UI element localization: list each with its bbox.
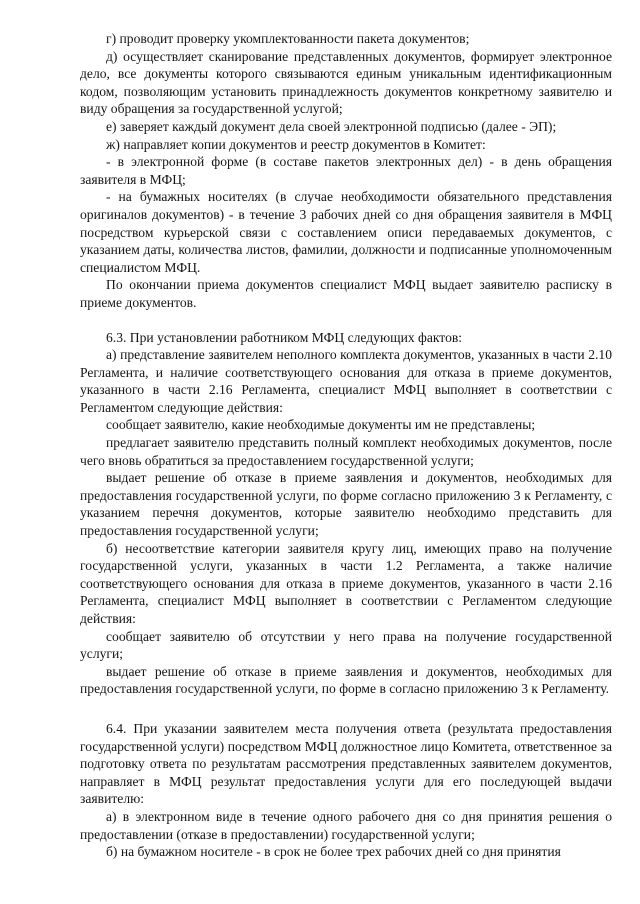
item-electronic-form: - в электронной форме (в составе пакетов электронных дел) - в день обращения заявителя в МФЦ; [80,154,612,187]
section-6-3-a: а) представление заявителем неполного комплекта документов, указанных в части 2.10 Регламента, и наличие соответствующего основания для отказа в приеме документов, указанного в части 2.16 Регламента, специалист МФЦ выполняет в соответствии с Регламентом следующие действия: [80,347,612,415]
section-6-3-a-action-3: выдает решение об отказе в приеме заявления и документов, необходимых для предоставления государственной услуги, по форме согласно приложению 3 к Регламенту, с указанием перечня документов, которые заявителю необходимо представить для предоставления государственной услуги; [80,470,612,539]
section-6-3-b-action-2: выдает решение об отказе в приеме заявления и документов, необходимых для предоставления государственной услуги, по форме в согласно приложению 3 к Регламенту. [80,663,612,697]
section-6-3-heading: 6.3. При установлении работником МФЦ следующих фактов: [106,329,463,345]
section-6-3-a-action-1: сообщает заявителю, какие необходимые документы им не представлены; [106,417,536,433]
section-6-3-b-action-1: сообщает заявителю об отсутствии у него права на получение государственной услуги; [80,628,612,662]
section-6-3-a-action-2: предлагает заявителю представить полный комплект необходимых документов, после чего вновь обратиться за предоставлением государственной услуги; [80,435,612,468]
section-gap [80,698,612,720]
item-e: е) заверяет каждый документ дела своей электронной подписью (далее - ЭП); [106,118,557,134]
item-d: д) осуществляет сканирование представленных документов, формирует электронное дело, все документы которого связываются единым уникальным идентификационным кодом, позволяющим установить принадлежность документов конкретному заявителю и виду обращения за государственной услугой; [80,48,612,117]
item-paper-form: - на бумажных носителях (в случае необходимости обязательного представления оригиналов документов) - в течение 3 рабочих дней со дня обращения заявителя в МФЦ посредством курьерской связи с составлением описи передаваемых документов, с указанием даты, количества листов, фамилии, должности и подписанные уполномоченным специалистом МФЦ. [80,189,612,275]
section-6-4-b: б) на бумажном носителе - в срок не более трех рабочих дней со дня принятия [106,844,561,860]
item-zh: ж) направляет копии документов и реестр документов в Комитет: [106,136,486,152]
item-g: г) проводит проверку укомплектованности пакета документов; [106,31,470,46]
section-6-4-heading: 6.4. При указании заявителем места получения ответа (результата предоставления государственной услуги) посредством МФЦ должностное лицо Комитета, ответственное за подготовку ответа по результатам рассмотрения представленных заявителем документов, направляет в МФЦ результат предоставления услуги для его последующей выдачи заявителю: [80,720,612,807]
receipt-paragraph: По окончании приема документов специалист МФЦ выдает заявителю расписку в приеме документов. [80,277,612,310]
section-6-3-b: б) несоответствие категории заявителя кругу лиц, имеющих право на получение государственной услуги, указанных в части 1.2 Регламента, а также наличие соответствующего основания для отказа в приеме документов, указанного в части 2.16 Регламента, специалист МФЦ выполняет в соответствии с Регламентом следующие действия: [80,540,612,626]
section-gap [80,312,612,329]
section-6-4-a: а) в электронном виде в течение одного рабочего дня со дня принятия решения о предоставлении (отказе в предоставлении) государственной услуги; [80,808,612,842]
